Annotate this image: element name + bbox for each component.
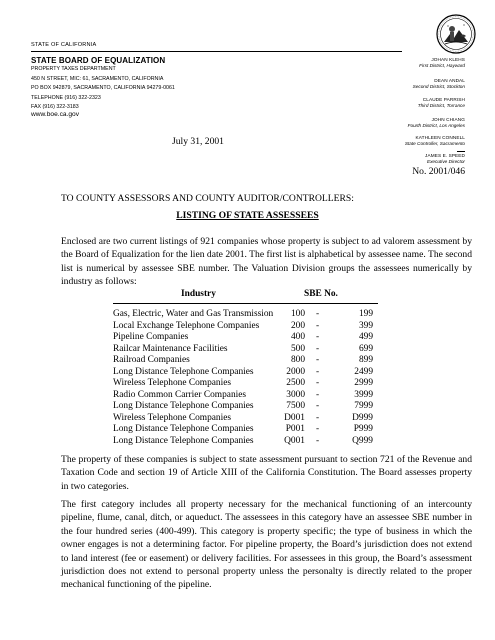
sbe-from: 2500 <box>286 378 305 389</box>
board-member-name: KATHLEEN CONNELL <box>415 135 465 140</box>
board-member <box>315 97 465 109</box>
sbe-from: P001 <box>285 424 305 435</box>
board-member-district: Second District, Stockton <box>412 84 465 89</box>
board-member <box>315 135 465 147</box>
range-dash: - <box>316 355 320 366</box>
header-sbe-number: SBE No. <box>304 289 338 299</box>
range-dash: - <box>316 412 320 423</box>
board-divider <box>457 151 465 152</box>
industry-name: Railroad Companies <box>113 355 190 366</box>
paragraph-state-assessment: The property of these companies is subject to state assessment pursuant to section 721 of the Revenue and Taxation Code and section 19 of Article XIII of the California Constitution. The Board assesses property in two categories. <box>61 454 472 492</box>
sbe-to: 499 <box>358 332 373 343</box>
industry-name: Long Distance Telephone Companies <box>113 366 254 377</box>
sbe-to: 199 <box>358 309 373 319</box>
sbe-from: 3000 <box>286 389 305 400</box>
paragraph-first-category: The first category includes all property necessary for the mechanical functioning of an intercounty pipeline, flume, canal, ditch, or aqueduct. The assessees in this category have an assessee SBE number in the four hundred series (400-499). This category is property specific; the type of business in which the owner engages is not a determining factor. For pipeline property, the Board’s jurisdiction does not extend to land interest (fee or easement) or delivery facilities. For assessees in this group, the Board’s assessment jurisdiction does not extend to personal property unless the personalty is directly related to the proper mechanical functioning of the pipeline. <box>61 499 472 591</box>
table-row <box>113 355 378 367</box>
paragraph-intro: Enclosed are two current listings of 921 companies whose property is subject to ad valorem assessment by the Board of Equalization for the lien date 2001. The first list is alphabetical by assessee name. The second list is numerical by assessee SBE number. The Valuation Division groups the assessees numerically by industry as follows: <box>61 236 472 288</box>
industry-name: Local Exchange Telephone Companies <box>113 320 260 331</box>
board-member <box>315 78 465 90</box>
table-row <box>113 436 378 448</box>
sbe-from: 200 <box>290 320 305 331</box>
industry-name: Pipeline Companies <box>113 332 189 343</box>
board-member-name: CLAUDE PARRISH <box>422 97 465 102</box>
table-row <box>113 413 378 425</box>
board-member-name: JOHN CHIANG <box>431 117 465 122</box>
industry-name: Radio Common Carrier Companies <box>113 389 247 400</box>
sbe-to: Q999 <box>352 436 373 447</box>
sbe-from: 100 <box>290 309 305 319</box>
sbe-from: Q001 <box>284 436 305 447</box>
sbe-to: D999 <box>352 412 373 423</box>
board-member-district: Executive Director <box>426 159 465 164</box>
table-row <box>113 390 378 402</box>
sbe-to: 7999 <box>354 401 373 412</box>
board-member-district: Third District, Torrance <box>417 103 465 108</box>
board-member-name: DEAN ANDAL <box>434 78 465 83</box>
range-dash: - <box>316 366 320 377</box>
po-box-address: PO BOX 942879, SACRAMENTO, CALIFORNIA 94279-0061 <box>31 85 175 91</box>
agency-name: STATE BOARD OF EQUALIZATION <box>31 56 166 65</box>
letter-heading: LISTING OF STATE ASSESSEES <box>176 210 319 221</box>
range-dash: - <box>316 309 320 319</box>
table-row <box>113 424 378 436</box>
sbe-from: 800 <box>290 355 305 366</box>
industry-name: Railcar Maintenance Facilities <box>113 343 228 354</box>
sbe-from: 7500 <box>286 401 305 412</box>
sbe-to: 2499 <box>354 366 373 377</box>
state-name: STATE OF CALIFORNIA <box>31 42 97 48</box>
board-member-district: Fourth District, Los Angeles <box>407 123 465 128</box>
department-name: PROPERTY TAXES DEPARTMENT <box>31 66 116 72</box>
range-dash: - <box>316 389 320 400</box>
range-dash: - <box>316 332 320 343</box>
table-row <box>113 332 378 344</box>
board-member-name: JOHAN KLEHS <box>431 57 465 62</box>
sbe-to: 699 <box>358 343 373 354</box>
sbe-from: D001 <box>284 412 305 423</box>
telephone: TELEPHONE (916) 322-2323 <box>31 94 101 101</box>
industry-name: Long Distance Telephone Companies <box>113 436 254 447</box>
sbe-from: 2000 <box>286 366 305 377</box>
industry-table <box>113 289 378 448</box>
range-dash: - <box>316 436 320 447</box>
letter-date: July 31, 2001 <box>172 136 224 147</box>
header-industry: Industry <box>181 289 216 299</box>
table-row <box>113 378 378 390</box>
sbe-to: 899 <box>358 355 373 366</box>
fax: FAX (916) 322-3183 <box>31 104 79 110</box>
letterhead-rule <box>31 51 402 52</box>
sbe-to: 399 <box>358 320 373 331</box>
state-seal-icon <box>436 14 476 54</box>
table-row <box>113 321 378 333</box>
range-dash: - <box>316 401 320 412</box>
board-member-name: JAMES E. SPEED <box>425 153 465 158</box>
sbe-from: 500 <box>290 343 305 354</box>
table-header <box>113 289 378 304</box>
table-row <box>113 401 378 413</box>
website-link[interactable]: www.boe.ca.gov <box>31 111 80 118</box>
sbe-from: 400 <box>290 332 305 343</box>
sbe-to: 2999 <box>354 378 373 389</box>
range-dash: - <box>316 320 320 331</box>
sbe-to: P999 <box>353 424 373 435</box>
range-dash: - <box>316 424 320 435</box>
board-member <box>315 153 465 165</box>
table-row <box>113 367 378 379</box>
range-dash: - <box>316 378 320 389</box>
table-row <box>113 309 378 321</box>
street-address: 450 N STREET, MIC: 61, SACRAMENTO, CALIFORNIA <box>31 75 164 82</box>
board-member-district: State Controller, Sacramento <box>404 141 465 146</box>
table-row <box>113 344 378 356</box>
addressee: TO COUNTY ASSESSORS AND COUNTY AUDITOR/CONTROLLERS: <box>61 193 354 204</box>
industry-name: Long Distance Telephone Companies <box>113 401 254 412</box>
industry-name: Wireless Telephone Companies <box>113 412 232 423</box>
board-member <box>315 57 465 69</box>
range-dash: - <box>316 343 320 354</box>
board-member <box>315 117 465 129</box>
board-member-district: First District, Hayward <box>419 63 465 68</box>
industry-name: Wireless Telephone Companies <box>113 378 232 389</box>
sbe-to: 3999 <box>354 389 373 400</box>
industry-name: Long Distance Telephone Companies <box>113 424 254 435</box>
letter-number: No. 2001/046 <box>412 166 465 177</box>
industry-name: Gas, Electric, Water and Gas Transmission <box>113 309 274 319</box>
